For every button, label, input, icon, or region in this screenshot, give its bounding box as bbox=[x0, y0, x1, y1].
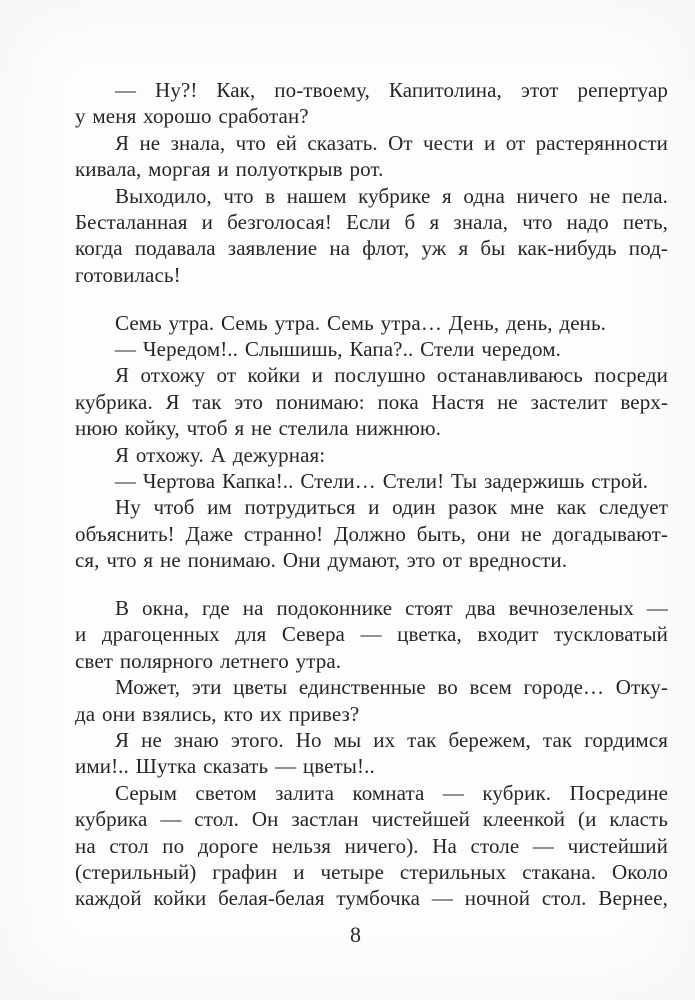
text-line: на стол по дороге нельзя ничего). На столе — чистейший bbox=[75, 833, 668, 858]
text-line: ими!.. Шутка сказать — цветы!.. bbox=[75, 754, 375, 779]
text-line: Я не знала, что ей сказать. От чести и от растерянности bbox=[115, 130, 668, 155]
text-line: когда подавала заявление на флот, уж я бы как-нибудь под- bbox=[75, 236, 668, 261]
text-line: Серым светом залита комната — кубрик. Посредине bbox=[115, 780, 668, 805]
text-line: Семь утра. Семь утра. Семь утра… День, день, день. bbox=[115, 310, 606, 335]
page-number: 8 bbox=[350, 922, 361, 947]
text-line: и драгоценных для Севера — цветка, входит тускловатый bbox=[75, 622, 668, 647]
text-line: кубрика. Я так это понимаю: пока Настя не застелит верх- bbox=[75, 389, 668, 414]
text-line: кубрика — стол. Он застлан чистейшей клеенкой (и класть bbox=[75, 807, 668, 832]
text-line: — Ну?! Как, по-твоему, Капитолина, этот репертуар bbox=[115, 78, 668, 102]
paragraph-gap bbox=[75, 574, 668, 596]
page-text bbox=[75, 77, 668, 912]
text-line: Бесталанная и безголосая! Если б я знала, что надо петь, bbox=[75, 209, 668, 234]
text-line: Выходило, что в нашем кубрике я одна ничего не пела. bbox=[115, 183, 668, 208]
text-line: кивала, моргая и полуоткрыв рот. bbox=[75, 157, 384, 182]
text-line: нюю койку, чтоб я не стелила нижнюю. bbox=[75, 416, 442, 441]
text-line: В окна, где на подоконнике стоят два вечнозеленых — bbox=[115, 596, 668, 621]
text-line: объяснить! Даже странно! Должно быть, они не догадывают- bbox=[75, 521, 668, 546]
text-line: да они взялись, кто их привез? bbox=[75, 701, 360, 726]
text-line: — Чередом!.. Слышишь, Капа?.. Стели чередом. bbox=[115, 337, 561, 362]
text-line: у меня хорошо сработан? bbox=[75, 104, 309, 129]
text-line: Я отхожу. А дежурная: bbox=[115, 442, 326, 467]
text-line: Ну чтоб им потрудиться и один разок мне как следует bbox=[115, 495, 668, 520]
text-line: каждой койки белая-белая тумбочка — ночной стол. Вернее, bbox=[75, 886, 668, 911]
text-line: Может, эти цветы единственные во всем городе… Отку- bbox=[115, 675, 668, 700]
paragraph-gap bbox=[75, 288, 668, 310]
text-line: — Чертова Капка!.. Стели… Стели! Ты задержишь строй. bbox=[115, 468, 649, 493]
text-line: (стерильный) графин и четыре стерильных стакана. Около bbox=[75, 859, 668, 884]
text-line: свет полярного летнего утра. bbox=[75, 648, 342, 673]
text-line: ся, что я не понимаю. Они думают, это от вредности. bbox=[75, 548, 568, 573]
text-line: Я не знаю этого. Но мы их так бережем, так гордимся bbox=[115, 727, 668, 752]
text-line: готовилась! bbox=[75, 262, 181, 287]
text-line: Я отхожу от койки и послушно останавливаюсь посреди bbox=[115, 363, 668, 388]
